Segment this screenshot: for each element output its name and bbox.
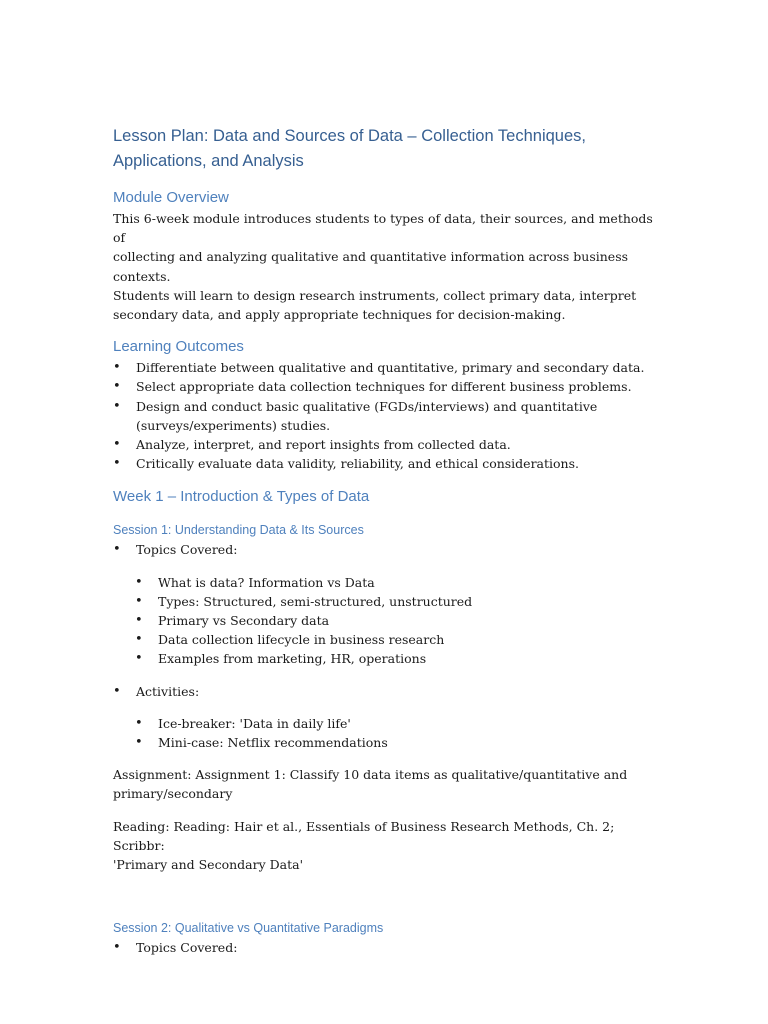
bullet-icon: • [113, 542, 121, 558]
list-item: • Mini-case: Netflix recommendations [113, 733, 658, 752]
list-item: • Topics Covered: [113, 938, 658, 957]
session2-heading: Session 2: Qualitative vs Quantitative Paradigms [113, 921, 384, 936]
list-item: • Select appropriate data collection techniques for different business problems. [113, 377, 658, 396]
list-item: • Ice-breaker: 'Data in daily life' [113, 714, 658, 733]
list-item: • Critically evaluate data validity, reliability, and ethical considerations. [113, 454, 658, 473]
module-overview-paragraph [113, 209, 658, 324]
title-line-1: Lesson Plan: Data and Sources of Data – Collection Techniques, [113, 127, 586, 145]
bullet-icon: • [135, 715, 143, 731]
list-item: • Data collection lifecycle in business research [113, 630, 658, 649]
session1-reading: Reading: Reading: Hair et al., Essentials of Business Research Methods, Ch. 2; Scribbr: 'Primary and Secondary Data' [113, 818, 615, 873]
bullet-icon: • [113, 940, 121, 956]
session1-topics-label-list [113, 540, 658, 559]
overview-line: collecting and analyzing qualitative and quantitative information across business contexts. [113, 249, 629, 284]
session2-topics-label-list [113, 938, 658, 957]
session1-heading: Session 1: Understanding Data & Its Sources [113, 523, 364, 538]
list-item: • What is data? Information vs Data [113, 573, 658, 592]
bullet-icon: • [113, 360, 121, 376]
list-item: • Activities: [113, 682, 658, 701]
overview-line: This 6-week module introduces students to types of data, their sources, and methods of [113, 211, 653, 246]
module-overview-heading: Module Overview [113, 189, 229, 206]
bullet-icon: • [113, 683, 121, 699]
bullet-icon: • [113, 437, 121, 453]
list-item: • Analyze, interpret, and report insights from collected data. [113, 435, 658, 454]
list-item: • Primary vs Secondary data [113, 611, 658, 630]
document-page [113, 124, 658, 957]
session1-topics-list [113, 573, 658, 669]
bullet-icon: • [135, 613, 143, 629]
list-item: • Design and conduct basic qualitative (FGDs/interviews) and quantitative (surveys/experiments) studies. [113, 398, 598, 433]
learning-outcomes-list [113, 358, 658, 473]
bullet-icon: • [113, 398, 121, 414]
list-item: • Topics Covered: [113, 540, 658, 559]
bullet-icon: • [113, 456, 121, 472]
list-item: • Differentiate between qualitative and quantitative, primary and secondary data. [113, 358, 658, 377]
list-item: • Types: Structured, semi-structured, unstructured [113, 592, 658, 611]
list-item: • Examples from marketing, HR, operations [113, 649, 658, 668]
document-title [113, 124, 658, 174]
bullet-icon: • [135, 574, 143, 590]
bullet-icon: • [135, 735, 143, 751]
bullet-icon: • [113, 379, 121, 395]
session1-activities-list [113, 714, 658, 752]
learning-outcomes-heading: Learning Outcomes [113, 338, 244, 356]
bullet-icon: • [135, 651, 143, 667]
overview-line: Students will learn to design research instruments, collect primary data, interpret [113, 287, 637, 303]
bullet-icon: • [135, 632, 143, 648]
session1-assignment: Assignment: Assignment 1: Classify 10 data items as qualitative/quantitative and primary/secondary [113, 767, 628, 802]
overview-line: secondary data, and apply appropriate techniques for decision-making. [113, 307, 566, 323]
session1-activities-label-list [113, 682, 658, 701]
title-line-2: Applications, and Analysis [113, 152, 304, 170]
bullet-icon: • [135, 593, 143, 609]
week1-heading: Week 1 – Introduction & Types of Data [113, 488, 370, 506]
